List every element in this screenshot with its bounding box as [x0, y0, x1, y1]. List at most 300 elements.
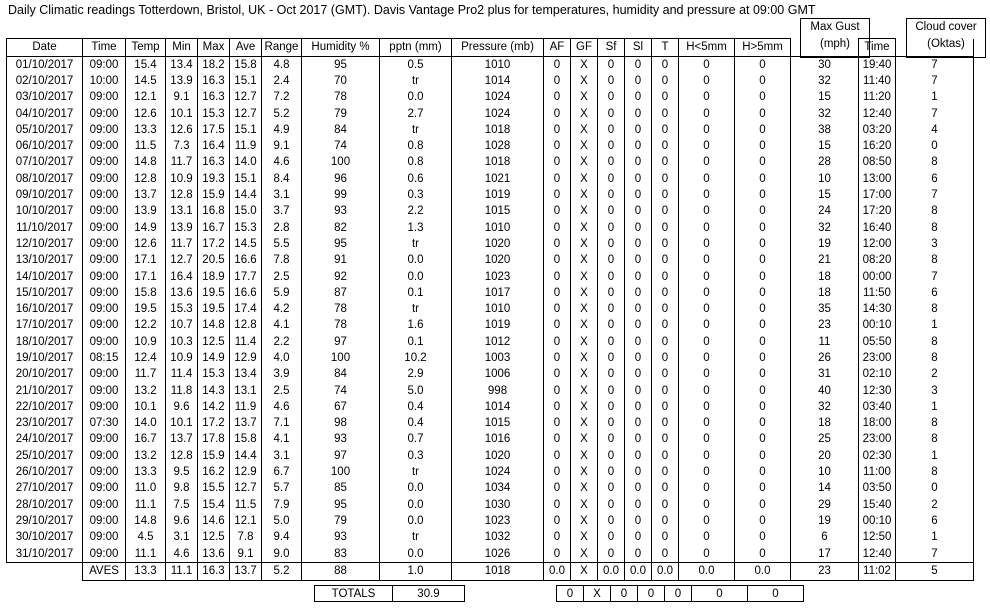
table-row	[7, 171, 974, 187]
cell-max: 15.5	[198, 481, 230, 497]
cell-gust-time: 11:50	[859, 285, 896, 301]
cell-range: 6.7	[262, 464, 302, 480]
cell-h-gt5: 0	[735, 497, 791, 513]
cell-time: 09:00	[83, 253, 126, 269]
cell-sl: 0	[625, 269, 652, 285]
table-row	[7, 57, 974, 74]
cell-range: 8.4	[262, 171, 302, 187]
cell-pressure: 1023	[452, 269, 544, 285]
cell-temp: 15.4	[126, 57, 166, 74]
cell-date: 21/10/2017	[7, 383, 83, 399]
cell-cloud-cover: 1	[896, 530, 974, 546]
cell-t: 0	[652, 57, 679, 74]
cell-min: 13.4	[166, 57, 198, 74]
cell-max-gust: 18	[791, 285, 859, 301]
cell-sf: 0	[598, 546, 625, 563]
cell-humidity: 74	[302, 138, 380, 154]
cell-pptn: 2.2	[380, 204, 452, 220]
cell-min: 10.9	[166, 171, 198, 187]
cell-pptn: 1.3	[380, 220, 452, 236]
cell-date: 17/10/2017	[7, 318, 83, 334]
cell-time: 09:00	[83, 432, 126, 448]
cell-min: 11.4	[166, 367, 198, 383]
cell-af: 0	[544, 530, 571, 546]
cell-h-lt5: 0	[679, 171, 735, 187]
col-header-pressure: Pressure (mb)	[452, 39, 544, 57]
cell-time: 09:00	[83, 367, 126, 383]
cell-cloud-cover: 2	[896, 497, 974, 513]
cell-sl: 0	[625, 253, 652, 269]
table-row	[7, 318, 974, 334]
ave-h-lt5: 0.0	[679, 563, 735, 580]
cell-h-gt5: 0	[735, 367, 791, 383]
header-row	[7, 39, 974, 57]
cell-date: 27/10/2017	[7, 481, 83, 497]
cell-sf: 0	[598, 513, 625, 529]
totals-t: 0	[665, 586, 692, 602]
cell-h-lt5: 0	[679, 334, 735, 350]
cell-pptn: 0.0	[380, 546, 452, 563]
cell-gust-time: 03:40	[859, 399, 896, 415]
cell-temp: 10.9	[126, 334, 166, 350]
cell-pptn: 0.4	[380, 399, 452, 415]
cell-ave: 12.7	[230, 106, 262, 122]
cell-t: 0	[652, 497, 679, 513]
cell-min: 13.7	[166, 432, 198, 448]
cell-humidity: 78	[302, 318, 380, 334]
cell-t: 0	[652, 90, 679, 106]
cell-af: 0	[544, 57, 571, 74]
cell-af: 0	[544, 106, 571, 122]
cell-af: 0	[544, 171, 571, 187]
max-gust-header-line1: Max Gust	[810, 21, 860, 33]
cell-gf: X	[571, 220, 598, 236]
cell-humidity: 87	[302, 285, 380, 301]
cell-humidity: 97	[302, 448, 380, 464]
cell-max-gust: 32	[791, 106, 859, 122]
cell-h-gt5: 0	[735, 399, 791, 415]
cell-date: 14/10/2017	[7, 269, 83, 285]
cell-sf: 0	[598, 269, 625, 285]
cell-gf: X	[571, 301, 598, 317]
cell-sl: 0	[625, 367, 652, 383]
cell-sl: 0	[625, 155, 652, 171]
ave-pressure: 1018	[452, 563, 544, 580]
cell-h-gt5: 0	[735, 448, 791, 464]
cell-max-gust: 19	[791, 236, 859, 252]
table-row	[7, 432, 974, 448]
cell-min: 9.5	[166, 464, 198, 480]
cell-pptn: 0.7	[380, 432, 452, 448]
cell-time: 09:00	[83, 285, 126, 301]
cell-range: 3.9	[262, 367, 302, 383]
ave-humidity: 88	[302, 563, 380, 580]
cell-humidity: 79	[302, 513, 380, 529]
ave-h-gt5: 0.0	[735, 563, 791, 580]
cell-cloud-cover: 8	[896, 301, 974, 317]
cell-max: 17.8	[198, 432, 230, 448]
cell-h-gt5: 0	[735, 138, 791, 154]
cell-date: 19/10/2017	[7, 350, 83, 366]
cell-min: 3.1	[166, 530, 198, 546]
cell-max-gust: 38	[791, 122, 859, 138]
cell-sf: 0	[598, 138, 625, 154]
cell-max: 14.6	[198, 513, 230, 529]
cell-range: 5.0	[262, 513, 302, 529]
cell-ave: 11.5	[230, 497, 262, 513]
cell-gf: X	[571, 90, 598, 106]
cell-min: 10.1	[166, 416, 198, 432]
cell-af: 0	[544, 448, 571, 464]
cell-gf: X	[571, 253, 598, 269]
page-title: Daily Climatic readings Totterdown, Bristol, UK - Oct 2017 (GMT). Davis Vantage Pro2 plus for temperatures, humidity and pressure at 09:00 GMT	[8, 3, 816, 17]
cell-af: 0	[544, 318, 571, 334]
cell-temp: 11.7	[126, 367, 166, 383]
cell-sf: 0	[598, 464, 625, 480]
cell-max: 16.3	[198, 90, 230, 106]
cell-humidity: 97	[302, 334, 380, 350]
cell-pressure: 1024	[452, 106, 544, 122]
cell-time: 09:00	[83, 481, 126, 497]
cell-date: 01/10/2017	[7, 57, 83, 74]
cell-af: 0	[544, 122, 571, 138]
cell-pptn: 0.1	[380, 334, 452, 350]
cell-max: 14.2	[198, 399, 230, 415]
cell-h-gt5: 0	[735, 383, 791, 399]
cell-cloud-cover: 8	[896, 464, 974, 480]
ave-max-gust: 23	[791, 563, 859, 580]
cell-max-gust: 40	[791, 383, 859, 399]
cell-range: 7.9	[262, 497, 302, 513]
cell-gf: X	[571, 318, 598, 334]
cell-max: 19.5	[198, 301, 230, 317]
cell-range: 3.1	[262, 448, 302, 464]
cell-time: 09:00	[83, 122, 126, 138]
cell-af: 0	[544, 546, 571, 563]
cell-gust-time: 00:00	[859, 269, 896, 285]
cell-cloud-cover: 1	[896, 399, 974, 415]
cell-pressure: 1023	[452, 513, 544, 529]
cell-max: 14.8	[198, 318, 230, 334]
cell-cloud-cover: 7	[896, 187, 974, 203]
cell-h-lt5: 0	[679, 220, 735, 236]
cell-pptn: 0.8	[380, 155, 452, 171]
cell-h-gt5: 0	[735, 481, 791, 497]
cell-af: 0	[544, 367, 571, 383]
cell-sf: 0	[598, 106, 625, 122]
cell-pressure: 1016	[452, 432, 544, 448]
table-row	[7, 122, 974, 138]
cell-cloud-cover: 8	[896, 432, 974, 448]
cell-time: 09:00	[83, 399, 126, 415]
cloud-cover-header-line1: Cloud cover	[915, 21, 977, 33]
cell-time: 09:00	[83, 138, 126, 154]
cell-max-gust: 20	[791, 448, 859, 464]
cell-time: 09:00	[83, 90, 126, 106]
cell-humidity: 67	[302, 399, 380, 415]
cell-range: 4.1	[262, 318, 302, 334]
cell-range: 5.2	[262, 106, 302, 122]
cell-sf: 0	[598, 253, 625, 269]
cell-date: 03/10/2017	[7, 90, 83, 106]
cell-sf: 0	[598, 399, 625, 415]
cell-sl: 0	[625, 236, 652, 252]
table-row	[7, 269, 974, 285]
cell-sl: 0	[625, 481, 652, 497]
cell-pressure: 1030	[452, 497, 544, 513]
cell-min: 11.7	[166, 155, 198, 171]
cell-time: 09:00	[83, 334, 126, 350]
cell-cloud-cover: 1	[896, 318, 974, 334]
cell-pressure: 1019	[452, 187, 544, 203]
totals-spacer	[465, 586, 557, 602]
cell-max-gust: 29	[791, 497, 859, 513]
cell-t: 0	[652, 122, 679, 138]
cell-max-gust: 35	[791, 301, 859, 317]
cell-max: 17.2	[198, 236, 230, 252]
cell-t: 0	[652, 301, 679, 317]
cell-h-gt5: 0	[735, 546, 791, 563]
cell-temp: 19.5	[126, 301, 166, 317]
cell-gust-time: 17:20	[859, 204, 896, 220]
cell-time: 09:00	[83, 513, 126, 529]
cell-af: 0	[544, 334, 571, 350]
col-header-sl: Sl	[625, 39, 652, 57]
table-row	[7, 73, 974, 89]
table-row	[7, 513, 974, 529]
cell-h-lt5: 0	[679, 73, 735, 89]
cell-t: 0	[652, 155, 679, 171]
cell-h-lt5: 0	[679, 448, 735, 464]
cell-h-lt5: 0	[679, 367, 735, 383]
cell-pptn: 5.0	[380, 383, 452, 399]
totals-gf: X	[584, 586, 611, 602]
cell-range: 5.5	[262, 236, 302, 252]
ave-temp: 13.3	[126, 563, 166, 580]
cell-pressure: 1010	[452, 301, 544, 317]
cell-h-gt5: 0	[735, 155, 791, 171]
cell-t: 0	[652, 513, 679, 529]
cell-humidity: 100	[302, 350, 380, 366]
cell-sf: 0	[598, 236, 625, 252]
totals-label: TOTALS	[315, 586, 393, 602]
cell-min: 7.3	[166, 138, 198, 154]
cell-min: 10.3	[166, 334, 198, 350]
cell-gust-time: 12:30	[859, 383, 896, 399]
cell-range: 7.8	[262, 253, 302, 269]
cell-af: 0	[544, 513, 571, 529]
cell-t: 0	[652, 464, 679, 480]
cell-date: 07/10/2017	[7, 155, 83, 171]
cell-h-gt5: 0	[735, 318, 791, 334]
col-header-h-lt5: H<5mm	[679, 39, 735, 57]
cell-date: 11/10/2017	[7, 220, 83, 236]
cell-pressure: 1019	[452, 318, 544, 334]
cell-temp: 17.1	[126, 253, 166, 269]
cell-pressure: 1024	[452, 90, 544, 106]
col-header-date: Date	[7, 39, 83, 57]
cloud-cover-header-line2: (Oktas)	[927, 38, 965, 50]
cell-t: 0	[652, 106, 679, 122]
cell-gf: X	[571, 334, 598, 350]
ave-range: 5.2	[262, 563, 302, 580]
cell-pptn: 0.8	[380, 138, 452, 154]
cell-gust-time: 12:00	[859, 236, 896, 252]
cell-range: 9.0	[262, 546, 302, 563]
cell-range: 7.2	[262, 90, 302, 106]
col-header-min: Min	[166, 39, 198, 57]
col-header-sf: Sf	[598, 39, 625, 57]
cell-sl: 0	[625, 432, 652, 448]
cell-cloud-cover: 7	[896, 106, 974, 122]
cell-af: 0	[544, 383, 571, 399]
cell-af: 0	[544, 285, 571, 301]
col-header-af: AF	[544, 39, 571, 57]
cell-min: 15.3	[166, 301, 198, 317]
col-header-max: Max	[198, 39, 230, 57]
cell-pressure: 1017	[452, 285, 544, 301]
ave-gust-time: 11:02	[859, 563, 896, 580]
cell-gf: X	[571, 57, 598, 74]
cell-humidity: 82	[302, 220, 380, 236]
cell-cloud-cover: 7	[896, 546, 974, 563]
cell-af: 0	[544, 416, 571, 432]
cell-h-gt5: 0	[735, 269, 791, 285]
col-header-temp: Temp	[126, 39, 166, 57]
cell-h-lt5: 0	[679, 399, 735, 415]
cell-temp: 14.8	[126, 513, 166, 529]
table-row	[7, 546, 974, 563]
cell-pressure: 1026	[452, 546, 544, 563]
cell-date: 20/10/2017	[7, 367, 83, 383]
cell-gf: X	[571, 513, 598, 529]
cell-max-gust: 14	[791, 481, 859, 497]
cell-h-lt5: 0	[679, 350, 735, 366]
cell-max-gust: 32	[791, 220, 859, 236]
cell-sl: 0	[625, 122, 652, 138]
cell-max-gust: 10	[791, 464, 859, 480]
cell-min: 11.7	[166, 236, 198, 252]
cell-humidity: 100	[302, 464, 380, 480]
cell-temp: 12.6	[126, 236, 166, 252]
cell-af: 0	[544, 220, 571, 236]
cell-temp: 13.9	[126, 204, 166, 220]
cell-ave: 15.1	[230, 122, 262, 138]
cell-pptn: 0.0	[380, 497, 452, 513]
cell-af: 0	[544, 481, 571, 497]
cell-gf: X	[571, 269, 598, 285]
cell-sl: 0	[625, 285, 652, 301]
cell-h-lt5: 0	[679, 497, 735, 513]
cell-h-gt5: 0	[735, 513, 791, 529]
cell-date: 18/10/2017	[7, 334, 83, 350]
cell-t: 0	[652, 285, 679, 301]
cell-gust-time: 03:50	[859, 481, 896, 497]
cell-gust-time: 11:40	[859, 73, 896, 89]
cell-cloud-cover: 8	[896, 220, 974, 236]
cell-t: 0	[652, 481, 679, 497]
cell-max: 18.2	[198, 57, 230, 74]
cell-pressure: 1012	[452, 334, 544, 350]
cell-min: 9.1	[166, 90, 198, 106]
cell-max: 19.3	[198, 171, 230, 187]
cell-gf: X	[571, 367, 598, 383]
cell-pressure: 1020	[452, 253, 544, 269]
cell-ave: 11.9	[230, 399, 262, 415]
cell-max: 16.7	[198, 220, 230, 236]
cell-t: 0	[652, 334, 679, 350]
cell-af: 0	[544, 90, 571, 106]
cell-max: 15.9	[198, 448, 230, 464]
cell-pressure: 1034	[452, 481, 544, 497]
cell-ave: 14.4	[230, 187, 262, 203]
cell-humidity: 93	[302, 204, 380, 220]
cell-humidity: 92	[302, 269, 380, 285]
cell-sl: 0	[625, 497, 652, 513]
cell-ave: 13.7	[230, 416, 262, 432]
cell-h-gt5: 0	[735, 73, 791, 89]
cell-af: 0	[544, 187, 571, 203]
cell-min: 10.1	[166, 106, 198, 122]
cell-temp: 12.8	[126, 171, 166, 187]
cell-gust-time: 11:20	[859, 90, 896, 106]
cell-max: 17.2	[198, 416, 230, 432]
totals-row	[315, 586, 804, 602]
cell-t: 0	[652, 171, 679, 187]
totals-pptn: 30.9	[393, 586, 465, 602]
cell-date: 26/10/2017	[7, 464, 83, 480]
cell-max: 13.6	[198, 546, 230, 563]
cell-gf: X	[571, 122, 598, 138]
cell-ave: 17.7	[230, 269, 262, 285]
cell-date: 10/10/2017	[7, 204, 83, 220]
cell-date: 29/10/2017	[7, 513, 83, 529]
cell-pressure: 1015	[452, 204, 544, 220]
cell-time: 09:00	[83, 448, 126, 464]
cell-t: 0	[652, 448, 679, 464]
cell-sl: 0	[625, 513, 652, 529]
cell-h-gt5: 0	[735, 57, 791, 74]
cell-cloud-cover: 3	[896, 236, 974, 252]
cell-max-gust: 28	[791, 155, 859, 171]
cell-humidity: 70	[302, 73, 380, 89]
cell-max: 19.5	[198, 285, 230, 301]
col-header-cloud-cover	[896, 39, 974, 57]
cell-h-lt5: 0	[679, 138, 735, 154]
cell-gf: X	[571, 481, 598, 497]
cell-t: 0	[652, 383, 679, 399]
cell-temp: 12.1	[126, 90, 166, 106]
cell-h-lt5: 0	[679, 106, 735, 122]
cell-cloud-cover: 8	[896, 204, 974, 220]
cell-max-gust: 21	[791, 253, 859, 269]
cell-sl: 0	[625, 464, 652, 480]
cell-t: 0	[652, 399, 679, 415]
cell-humidity: 93	[302, 530, 380, 546]
cell-gust-time: 13:00	[859, 171, 896, 187]
cell-ave: 15.1	[230, 73, 262, 89]
cell-humidity: 98	[302, 416, 380, 432]
cell-date: 05/10/2017	[7, 122, 83, 138]
cell-min: 12.8	[166, 187, 198, 203]
cell-gf: X	[571, 416, 598, 432]
cell-sf: 0	[598, 285, 625, 301]
cell-date: 31/10/2017	[7, 546, 83, 563]
cell-temp: 14.9	[126, 220, 166, 236]
cell-humidity: 78	[302, 301, 380, 317]
cell-sf: 0	[598, 187, 625, 203]
cell-sf: 0	[598, 383, 625, 399]
